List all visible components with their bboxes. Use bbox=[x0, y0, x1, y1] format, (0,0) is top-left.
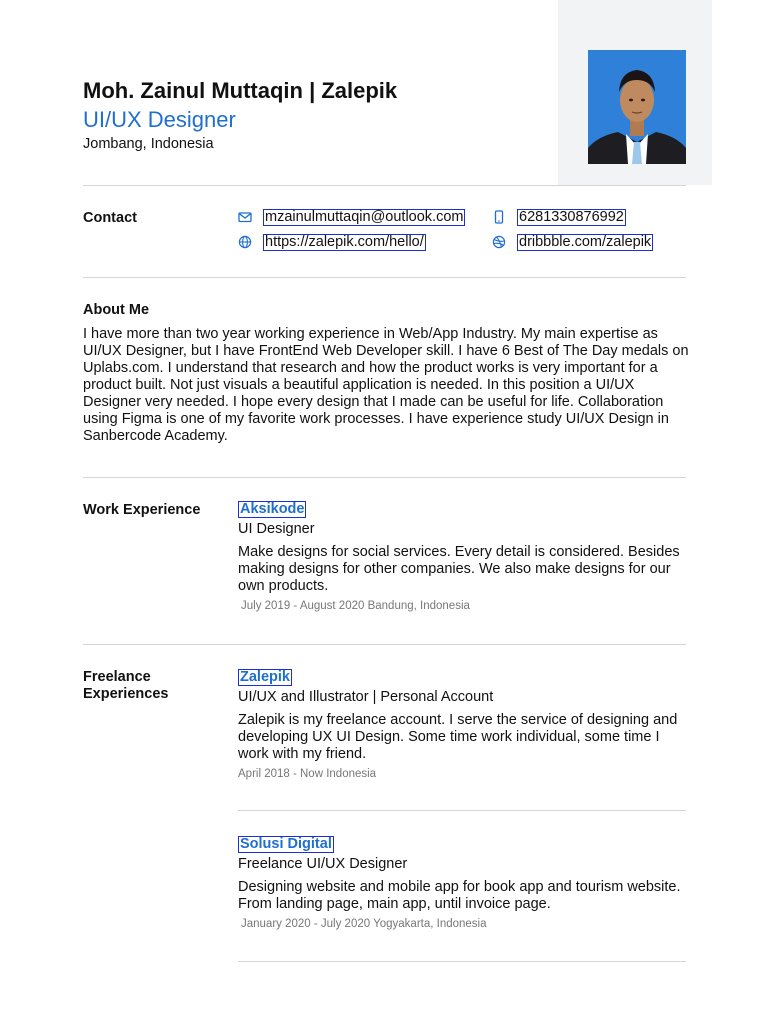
company-link[interactable]: Aksikode bbox=[240, 501, 305, 517]
candidate-name: Moh. Zainul Muttaqin | Zalepik bbox=[83, 78, 398, 103]
freelance-heading bbox=[83, 669, 168, 703]
phone-link[interactable]: 6281330876992 bbox=[519, 208, 624, 225]
description: Designing website and mobile app for book app and tourism website. From landing page, main app, until invoice page. bbox=[238, 879, 681, 912]
divider bbox=[238, 810, 686, 811]
contact-heading: Contact bbox=[83, 210, 137, 226]
divider bbox=[83, 277, 686, 278]
freelance-heading-line2: Experiences bbox=[83, 686, 169, 702]
phone-icon bbox=[492, 210, 506, 224]
freelance-entry bbox=[238, 835, 688, 931]
date-location: January 2020 - July 2020 Yogyakarta, Indonesia bbox=[241, 918, 487, 930]
company-link[interactable]: Zalepik bbox=[240, 669, 290, 685]
contact-email[interactable] bbox=[238, 208, 465, 226]
location: Jombang, Indonesia bbox=[83, 136, 214, 152]
role: UI Designer bbox=[238, 521, 315, 537]
globe-icon bbox=[238, 235, 252, 249]
email-link[interactable]: mzainulmuttaqin@outlook.com bbox=[265, 208, 464, 225]
dribbble-link[interactable]: dribbble.com/zalepik bbox=[519, 233, 652, 250]
job-title: UI/UX Designer bbox=[83, 107, 236, 132]
date-location: April 2018 - Now Indonesia bbox=[238, 768, 377, 780]
divider bbox=[238, 961, 686, 962]
date-location: July 2019 - August 2020 Bandung, Indonesia bbox=[241, 600, 470, 612]
dribbble-icon bbox=[492, 235, 506, 249]
work-experience-heading: Work Experience bbox=[83, 502, 201, 518]
divider bbox=[83, 185, 686, 186]
about-text: I have more than two year working experience in Web/App Industry. My main expertise as UI/UX Designer, but I have FrontEnd Web Developer skill. I have 6 Best of The Day medals on Uplabs.com. I understand that research and how the product works is very important for a product built. Not just visuals a beautiful application is needed. In this position a UI/UX Designer very needed. I hope every design that I made can be useful for life. Collaboration using Figma is one of my favorite work processes. I have experience study UI/UX Design in Sanbercode Academy. bbox=[83, 326, 689, 444]
about-heading: About Me bbox=[83, 302, 150, 318]
company-link[interactable]: Solusi Digital bbox=[240, 836, 332, 852]
description: Make designs for social services. Every detail is considered. Besides making designs for other companies. We also make designs for our own products. bbox=[238, 544, 680, 594]
profile-photo bbox=[588, 50, 686, 164]
contact-phone[interactable] bbox=[492, 208, 626, 226]
divider bbox=[83, 477, 686, 478]
contact-dribbble[interactable] bbox=[492, 233, 653, 251]
role: Freelance UI/UX Designer bbox=[238, 856, 408, 872]
role: UI/UX and Illustrator | Personal Account bbox=[238, 689, 494, 705]
website-link[interactable]: https://zalepik.com/hello/ bbox=[265, 233, 424, 250]
divider bbox=[83, 644, 686, 645]
work-entry bbox=[238, 500, 688, 613]
freelance-entry bbox=[238, 668, 688, 781]
contact-website[interactable] bbox=[238, 233, 426, 251]
mail-icon bbox=[238, 210, 252, 224]
description: Zalepik is my freelance account. I serve the service of designing and developing UX UI Design. Some time work individual, some time I work with my friend. bbox=[238, 712, 678, 762]
freelance-heading-line1: Freelance bbox=[83, 669, 151, 685]
